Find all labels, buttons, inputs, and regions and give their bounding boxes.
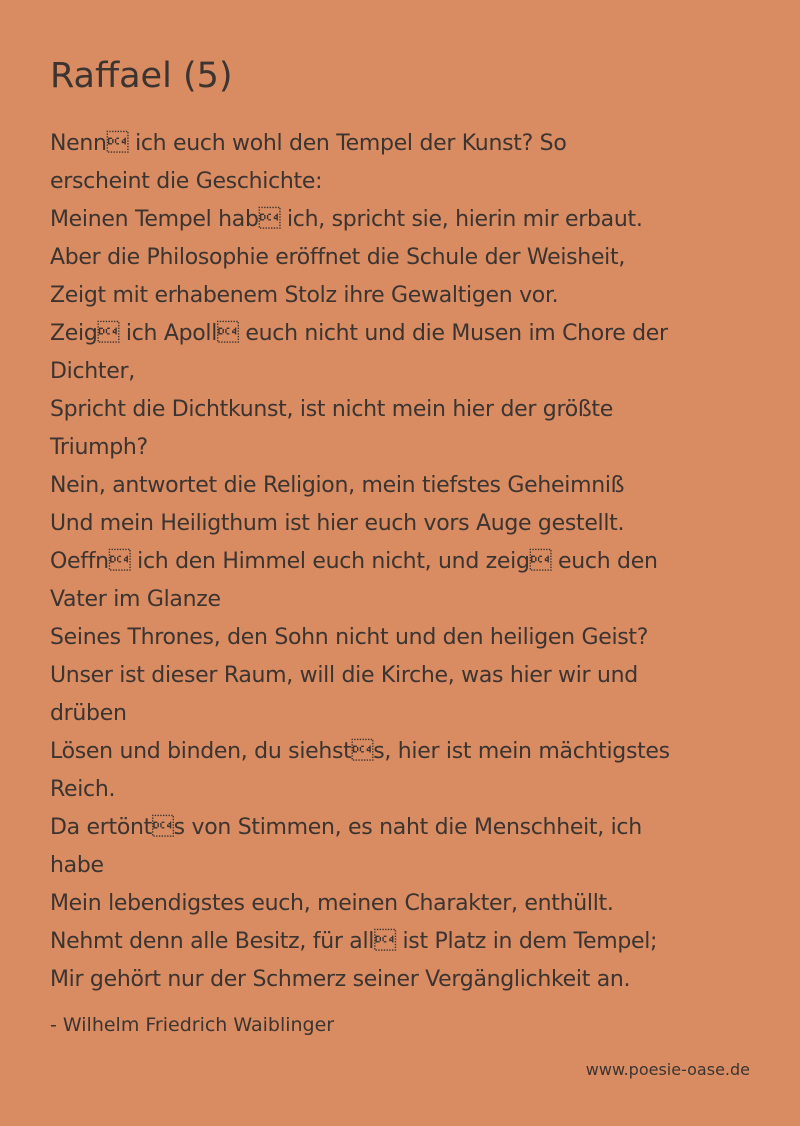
poem-line: Oeffn ich den Himmel euch nicht, und zeig euch den — [50, 549, 658, 574]
poem-line: Mir gehört nur der Schmerz seiner Vergänglichkeit an. — [50, 967, 631, 992]
poem-line: Nehmt denn alle Besitz, für all ist Platz in dem Tempel; — [50, 929, 658, 954]
website-credit: www.poesie-oase.de — [585, 1060, 750, 1079]
poem-line: Mein lebendigstes euch, meinen Charakter, enthüllt. — [50, 891, 614, 916]
poem-line: Vater im Glanze — [50, 587, 221, 612]
poem-line: Da ertönts von Stimmen, es naht die Menschheit, ich — [50, 815, 642, 840]
poem-line: Aber die Philosophie eröffnet die Schule der Weisheit, — [50, 245, 626, 270]
poem-line: Nenn ich euch wohl den Tempel der Kunst? So — [50, 131, 567, 156]
poem-line: Lösen und binden, du siehsts, hier ist mein mächtigstes — [50, 739, 670, 764]
poem-line: Meinen Tempel hab ich, spricht sie, hierin mir erbaut. — [50, 207, 643, 232]
poem-line: erscheint die Geschichte: — [50, 169, 323, 194]
poem-body — [50, 125, 770, 999]
poem-line: Und mein Heiligthum ist hier euch vors Auge gestellt. — [50, 511, 625, 536]
poem-line: Zeig ich Apoll euch nicht und die Musen im Chore der — [50, 321, 668, 346]
poem-line: Nein, antwortet die Religion, mein tiefstes Geheimniß — [50, 473, 625, 498]
poem-title: Raffael (5) — [50, 56, 233, 96]
poem-author: - Wilhelm Friedrich Waiblinger — [50, 1014, 335, 1036]
poem-line: Reich. — [50, 777, 116, 802]
poem-line: Spricht die Dichtkunst, ist nicht mein hier der größte — [50, 397, 613, 422]
poem-line: Triumph? — [50, 435, 148, 460]
poem-line: Unser ist dieser Raum, will die Kirche, was hier wir und — [50, 663, 638, 688]
poem-line: Seines Thrones, den Sohn nicht und den heiligen Geist? — [50, 625, 649, 650]
poem-line: drüben — [50, 701, 127, 726]
poem-line: Dichter, — [50, 359, 135, 384]
poem-line: habe — [50, 853, 104, 878]
poem-line: Zeigt mit erhabenem Stolz ihre Gewaltigen vor. — [50, 283, 559, 308]
